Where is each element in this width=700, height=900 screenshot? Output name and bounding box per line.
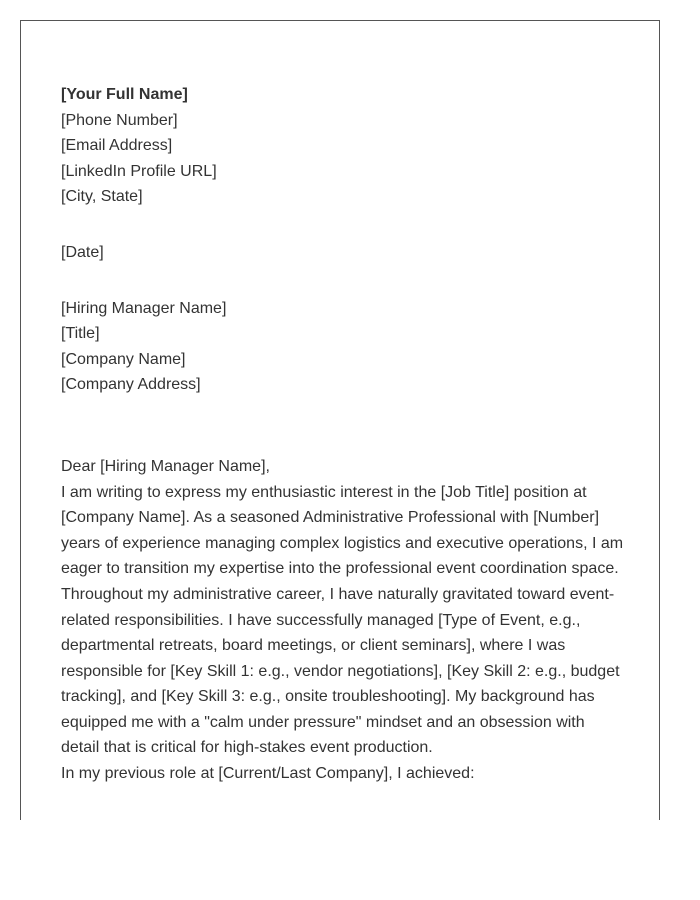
spacer [61,266,626,296]
body-paragraph-achievements: In my previous role at [Current/Last Company], I achieved: [61,765,475,783]
letter-content [61,82,626,787]
spacer [61,210,626,240]
letter-page [20,20,660,820]
spacer [61,398,626,454]
sender-linkedin: [LinkedIn Profile URL] [61,162,217,180]
sender-city-state: [City, State] [61,188,143,206]
recipient-company: [Company Name] [61,350,186,368]
sender-phone: [Phone Number] [61,111,178,129]
body-paragraph-intro: I am writing to express my enthusiastic interest in the [Job Title] position at [Company Name]. As a seasoned Administrative Professional with [Number] years of experience managing complex logistics and executive operations, I am eager to transition my expertise into the professional event coordination space. [61,483,624,578]
letter-date: [Date] [61,243,104,261]
recipient-block [61,296,626,398]
recipient-address: [Company Address] [61,376,201,394]
sender-email: [Email Address] [61,137,173,155]
body-paragraph-experience: Throughout my administrative career, I have naturally gravitated toward event-related responsibilities. I have successfully managed [Type of Event, e.g., departmental retreats, board meetings, or client seminars], where I was responsible for [Key Skill 1: e.g., vendor negotiations], [Key Skill 2: e.g., budget tracking], and [Key Skill 3: e.g., onsite troubleshooting]. My background has equipped me with a "calm under pressure" mindset and an obsession with detail that is critical for high-stakes event production. [61,585,620,757]
recipient-title: [Title] [61,325,100,343]
salutation: Dear [Hiring Manager Name], [61,457,270,475]
letter-body [61,480,626,787]
sender-block [61,82,626,210]
recipient-name: [Hiring Manager Name] [61,299,227,317]
sender-full-name: [Your Full Name] [61,86,188,103]
